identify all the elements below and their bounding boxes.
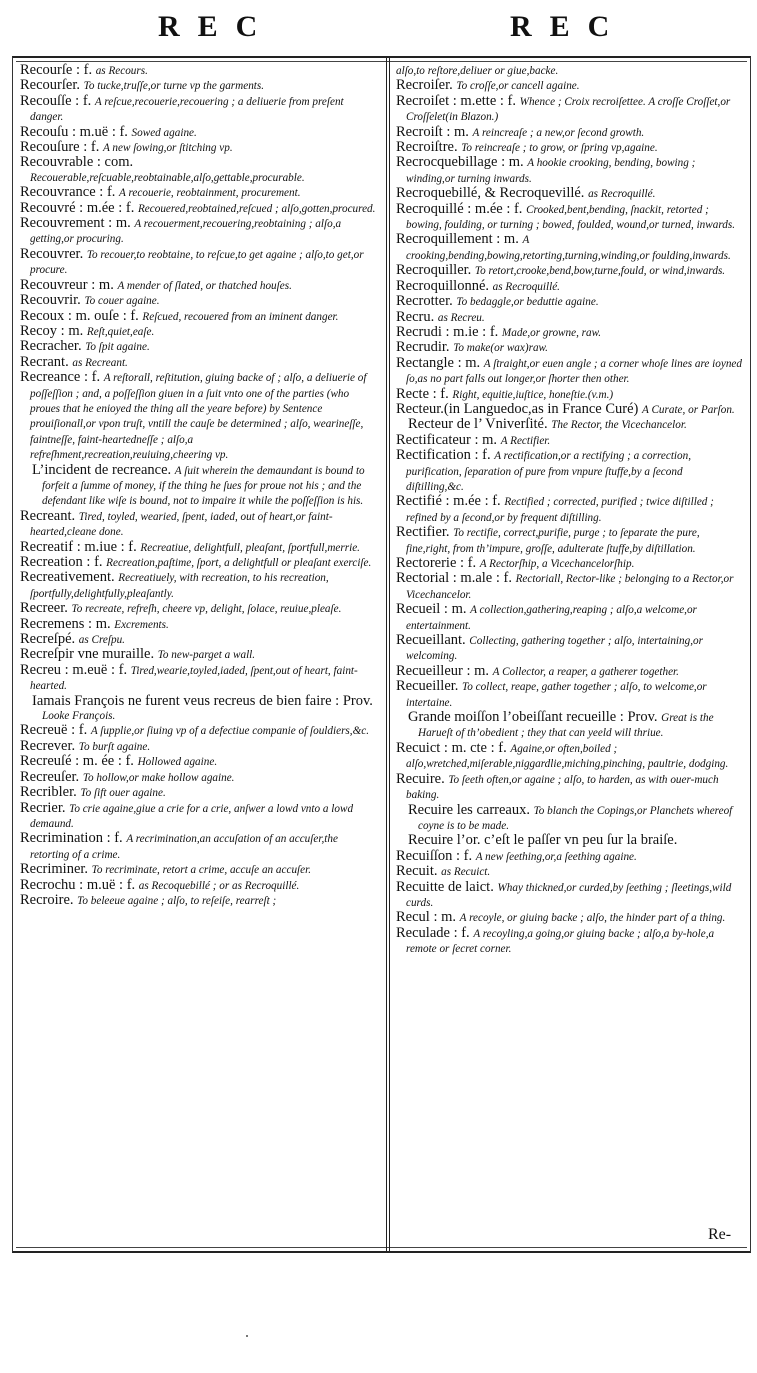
entry-definition: To reincreaſe ; to grow, or ſpring vp,againe. xyxy=(461,142,658,155)
dictionary-entry xyxy=(20,862,378,877)
entry-headword: Recreatif : m.iue : f. xyxy=(20,538,141,555)
dictionary-entry xyxy=(20,555,378,570)
entry-definition: as Recoquebillé ; or as Recroquillé. xyxy=(138,879,300,892)
dictionary-entry xyxy=(396,602,742,633)
entry-definition: Whence ; Croix recroiſettee. A croſſe Croſſet,or Croſſelet(in Blazon.) xyxy=(406,95,731,124)
dictionary-entry xyxy=(20,140,378,155)
dictionary-entry xyxy=(396,263,742,278)
entry-headword: Recrant. xyxy=(20,353,73,370)
entry-headword: Recuire les carreaux. xyxy=(408,801,534,818)
entry-headword: Recreance : f. xyxy=(20,369,104,386)
dictionary-entry xyxy=(20,723,378,738)
dictionary-entry xyxy=(396,232,742,263)
dictionary-entry xyxy=(20,324,378,339)
dictionary-entry xyxy=(396,772,742,803)
dictionary-entry xyxy=(20,185,378,200)
dictionary-entry xyxy=(396,279,742,294)
entry-headword: Recuict : m. cte : f. xyxy=(396,739,511,756)
entry-headword: Recreer. xyxy=(20,600,72,617)
dictionary-entry xyxy=(396,864,742,879)
entry-definition: A collection,gathering,reaping ; alſo,a welcome,or entertainment. xyxy=(406,604,697,632)
entry-definition: A mender of ſlated, or thatched houſes. xyxy=(117,279,292,292)
entry-definition: Rectified ; corrected, purified ; twice diſtilled ; refined by a ſecond,or by frequent diſtilling. xyxy=(406,496,714,524)
entry-headword: Recouvreur : m. xyxy=(20,276,118,293)
entry-definition: To recreate, refreſh, cheere vp, delight, ſolace, reuiue,pleaſe. xyxy=(71,603,342,616)
dictionary-entry xyxy=(396,340,742,355)
dictionary-entry xyxy=(396,880,742,911)
entry-definition: A recoyle, or giuing backe ; alſo, the hinder part of a thing. xyxy=(459,912,726,925)
entry-definition: To ſeeth often,or againe ; alſo, to harden, as with ouer-much baking. xyxy=(406,773,719,802)
entry-headword: Reculade : f. xyxy=(396,924,474,941)
entry-definition: To new-parget a wall. xyxy=(157,649,256,662)
dictionary-entry xyxy=(396,525,742,556)
entry-definition: To recriminate, retort a crime, accuſe an accuſer. xyxy=(91,864,312,877)
entry-definition: Crooked,bent,bending, ſnackit, retorted ; bowing, foulding, or turning ; bowed, foulded, wound,or turned, inwards. xyxy=(406,203,736,232)
entry-definition: To ſpit againe. xyxy=(85,341,150,354)
entry-headword: Recreſpé. xyxy=(20,631,79,648)
dictionary-entry xyxy=(396,202,742,233)
entry-headword: Rectangle : m. xyxy=(396,354,484,371)
entry-definition: To ſift ouer againe. xyxy=(80,787,166,800)
entry-definition: as Recroquillé. xyxy=(588,188,656,201)
entry-definition: A reincreaſe ; a new,or ſecond growth. xyxy=(472,126,645,139)
entry-definition: Reſcued, recouered from an iminent danger. xyxy=(142,310,339,323)
entry-headword: Recrever. xyxy=(20,737,79,754)
entry-definition: A Rectorſhip, a Vicechancelorſhip. xyxy=(479,558,635,570)
dictionary-entry xyxy=(20,831,378,862)
dictionary-entry xyxy=(396,402,742,417)
dictionary-entry xyxy=(20,540,378,555)
dictionary-entry xyxy=(20,601,378,616)
entry-headword: Rectificateur : m. xyxy=(396,431,501,448)
entry-headword: Recrotter. xyxy=(396,293,457,310)
dictionary-entry xyxy=(396,556,742,571)
entry-definition: Whay thickned,or curded,by ſeething ; ſleetings,wild curds. xyxy=(406,881,732,909)
dictionary-entry xyxy=(396,571,742,602)
entry-headword: Recru. xyxy=(396,308,438,325)
entry-definition: A ſtraight,or euen angle ; a corner whoſe lines are ioyned ſo,as no part falls out longer,or ſhorter then other. xyxy=(406,357,742,386)
entry-headword: Recouvré : m.ée : f. xyxy=(20,199,138,216)
entry-definition: To crie againe,giue a crie for a crie, anſwer a lowd vnto a lowd demaund. xyxy=(30,802,354,830)
left-column xyxy=(20,63,378,1243)
entry-definition: A crooking,bending,bowing,retorting,turning,winding,or foulding,inwards. xyxy=(406,234,731,262)
entry-headword: Recrier. xyxy=(20,799,70,816)
entry-headword: Recouvrer. xyxy=(20,245,87,262)
entry-headword: Rectorial : m.ale : f. xyxy=(396,570,516,587)
dictionary-entry xyxy=(396,387,742,402)
entry-headword: Recroquillonné. xyxy=(396,277,493,294)
dictionary-entry xyxy=(20,754,378,769)
entry-definition: A recouerment,recouering,reobtaining ; alſo,a getting,or procuring. xyxy=(30,218,342,246)
dictionary-entry xyxy=(396,310,742,325)
entry-headword: Recrocquebillage : m. xyxy=(396,154,528,171)
entry-definition: Reſt,quiet,eaſe. xyxy=(86,325,155,338)
dictionary-entry xyxy=(20,247,378,278)
entry-definition: Tired,wearie,toyled,iaded, ſpent,out of heart, faint-hearted. xyxy=(30,664,358,693)
entry-definition: Right, equitie,iuſtice, honeſtie.(v.m.) xyxy=(452,388,614,401)
entry-definition: To collect, reape, gather together ; alſo, to welcome,or intertaine. xyxy=(406,681,707,709)
entry-headword: Recreu : m.euë : f. xyxy=(20,661,131,678)
dictionary-entry xyxy=(396,78,742,93)
entry-definition: To rectifie, correct,purifie, purge ; to ſeparate the pure, fine,right, from th’impure, groſſe, adulterate ſtuffe,by diſtillation. xyxy=(406,527,700,555)
dictionary-entry xyxy=(20,663,378,694)
entry-definition: A Rectifier. xyxy=(500,434,551,447)
entry-headword: Recroiſt : m. xyxy=(396,123,473,140)
right-column xyxy=(396,63,742,1243)
entry-headword: Grande moiſſon l’obeiſſant recueille : Prov. xyxy=(408,709,662,726)
dictionary-entry xyxy=(20,632,378,647)
entry-headword: Recouſu : m.uë : f. xyxy=(20,123,132,140)
dictionary-entry xyxy=(20,878,378,893)
entry-definition: A Collector, a reaper, a gatherer together. xyxy=(492,665,679,678)
entry-definition: A rectification,or a rectifying ; a correction, purification, ſeparation of pure from vnpure ſtuffe,by a ſecond diſtilling,&c. xyxy=(406,450,692,493)
entry-headword: Recueilleur : m. xyxy=(396,662,493,679)
dictionary-entry xyxy=(396,356,742,387)
entry-definition: A ſupplie,or ſiuing vp of a defectiue companie of ſouldiers,&c. xyxy=(90,725,370,738)
entry-headword: Recroiſtre. xyxy=(396,139,462,156)
entry-headword: Recroiſer. xyxy=(396,77,457,94)
dictionary-entry xyxy=(20,647,378,662)
entry-definition: Tired, toyled, wearied, ſpent, iaded, out of heart,or faint-hearted,cleane done. xyxy=(30,510,333,539)
entry-definition: as Recreu. xyxy=(437,311,485,324)
entry-headword: Recreuſé : m. ée : f. xyxy=(20,753,138,770)
entry-headword: Recte : f. xyxy=(396,385,453,402)
entry-headword: Recourſer. xyxy=(20,77,84,94)
entry-headword: Recoy : m. xyxy=(20,322,87,339)
dictionary-entry xyxy=(396,325,742,340)
dictionary-entry xyxy=(20,570,378,601)
entry-headword: Recourſe : f. xyxy=(20,63,96,78)
dictionary-entry xyxy=(396,633,742,664)
entry-definition: Recreatiuely, with recreation, to his recreation, ſportfully,delightfully,pleaſantly. xyxy=(30,572,329,600)
entry-definition: To recouer,to reobtaine, to reſcue,to get againe ; alſo,to get,or procure. xyxy=(30,248,364,277)
entry-headword: Recouſure : f. xyxy=(20,139,103,156)
entry-definition: A recoyling,a going,or giuing backe ; alſo,a by-hole,a remote or ſecret corner. xyxy=(406,927,715,956)
entry-definition: Recreation,paſtime, ſport, a delightfull or pleaſant exerciſe. xyxy=(106,557,372,569)
column-divider xyxy=(386,56,390,1251)
entry-headword: Recueil : m. xyxy=(396,601,471,618)
entry-definition: To make(or wax)raw. xyxy=(453,342,548,355)
entry-definition: A reſtorall, reſtitution, giuing backe of ; alſo, a deliuerie of poſſeſſion ; and, a poſſeſſion giuen in a ſuit vnto one of the parties (who proues that he enioyed the thing all the yeare before) by Sentence prouiſionall,or vpon truſt, vntill the cauſe be determined ; alſo, wearineſſe, faintneſſe, faint-heartedneſſe ; alſo,a refreſhment,recreation,reuiuing,cheering vp. xyxy=(30,372,367,462)
entry-definition: A reſcue,recouerie,recouering ; a deliuerie from preſent danger. xyxy=(30,95,344,124)
entry-definition: Recouerable,reſcuable,reobtainable,alſo,gettable,procurable. xyxy=(30,171,305,184)
entry-headword: Recueiller. xyxy=(396,678,463,695)
entry-headword: Rectifié : m.ée : f. xyxy=(396,493,505,510)
entry-headword: Recuit. xyxy=(396,863,442,880)
entry-headword: Recuire. xyxy=(396,770,449,787)
dictionary-entry xyxy=(20,739,378,754)
entry-headword: Recuire l’or. c’eſt le paſſer vn peu ſur la braiſe. xyxy=(408,832,678,849)
entry-definition: Excrements. xyxy=(114,618,169,631)
entry-definition: A Curate, or Parſon. xyxy=(642,403,735,416)
entry-definition: Made,or growne, raw. xyxy=(501,326,602,339)
dictionary-entry xyxy=(20,293,378,308)
dictionary-entry xyxy=(20,785,378,800)
entry-definition: A new ſowing,or ſtitching vp. xyxy=(102,142,233,155)
entry-headword: Recreant. xyxy=(20,507,79,524)
entry-headword: Recouvrable : com. xyxy=(20,154,134,171)
entry-headword: Recreuë : f. xyxy=(20,722,91,739)
entry-definition: Collecting, gathering together ; alſo, intertaining,or welcoming. xyxy=(406,635,703,663)
dictionary-entry xyxy=(396,494,742,525)
entry-headword: Recreuſer. xyxy=(20,768,83,785)
dictionary-entry xyxy=(396,679,742,710)
dictionary-entry xyxy=(20,770,378,785)
entry-headword: L’incident de recreance. xyxy=(32,461,175,478)
entry-definition: Sowed againe. xyxy=(131,126,197,139)
entry-headword: Iamais François ne furent veus recreus de bien faire : Prov. xyxy=(32,692,373,709)
header-right: REC xyxy=(510,10,628,43)
dictionary-entry xyxy=(396,849,742,864)
dictionary-entry xyxy=(20,78,378,93)
entry-headword: Rectifier. xyxy=(396,524,454,541)
dictionary-entry xyxy=(20,94,378,125)
dictionary-entry xyxy=(20,339,378,354)
dictionary-entry xyxy=(20,63,378,78)
entry-definition: alſo,to reſtore,deliuer or giue,backe. xyxy=(396,65,559,77)
entry-definition: To beleeue againe ; alſo, to reſeiſe, rearreſt ; xyxy=(77,894,277,907)
entry-definition: as Recroquillé. xyxy=(492,280,560,293)
dictionary-entry xyxy=(20,801,378,832)
entry-headword: Recouvrance : f. xyxy=(20,184,120,201)
dictionary-page xyxy=(8,0,753,1262)
entry-definition: A recouerie, reobtainment, procurement. xyxy=(119,187,301,200)
entry-definition: To blanch the Copings,or Planchets whereof coyne is to be made. xyxy=(418,804,733,832)
entry-definition: as Recuict. xyxy=(441,866,491,879)
entry-definition: Rectoriall, Rector-like ; belonging to a Rector,or Vicechancelor. xyxy=(406,573,734,601)
entry-headword: Recreativement. xyxy=(20,569,119,586)
entry-headword: Recroquillement : m. xyxy=(396,231,523,248)
entry-headword: Rectorerie : f. xyxy=(396,555,480,571)
entry-headword: Recroire. xyxy=(20,891,78,908)
entry-definition: A new ſeething,or,a ſeething againe. xyxy=(475,850,637,863)
dictionary-entry xyxy=(396,140,742,155)
entry-definition: A ſuit wherein the demaundant is bound to forfeit a ſumme of money, if the thing he ſues for proue not his ; and the defendant like wiſe is bound, not to impaire it while the poſſeſſion is his. xyxy=(42,464,365,508)
entry-headword: Recroquiller. xyxy=(396,262,475,279)
entry-definition: as Creſpu. xyxy=(78,634,125,647)
entry-definition: To tucke,truſſe,or turne vp the garments. xyxy=(83,80,265,93)
entry-definition: To retort,crooke,bend,bow,turne,fould, or wind,inwards. xyxy=(474,265,726,278)
entry-headword: Recreſpir vne muraille. xyxy=(20,646,158,663)
running-header xyxy=(8,10,753,54)
dictionary-entry xyxy=(20,125,378,140)
dictionary-entry xyxy=(396,926,742,957)
dictionary-entry xyxy=(396,155,742,186)
entry-headword: Recremens : m. xyxy=(20,615,115,632)
dictionary-entry xyxy=(20,309,378,324)
entry-definition: Againe,or often,boiled ; alſo,wretched,miſerable,niggardlie,miching,pinching, paultrie, dodging. xyxy=(406,742,729,771)
catchword: Re- xyxy=(708,1226,732,1243)
entry-headword: Recueillant. xyxy=(396,632,470,649)
entry-definition: Looke François. xyxy=(42,710,116,723)
dictionary-entry xyxy=(20,201,378,216)
dictionary-entry xyxy=(396,741,742,772)
dictionary-entry xyxy=(396,710,742,741)
entry-definition: The Rector, the Vicechancelor. xyxy=(551,419,687,432)
entry-headword: Recroquebillé, & Recroquevillé. xyxy=(396,185,589,202)
entry-headword: Recrochu : m.uë : f. xyxy=(20,876,139,893)
entry-headword: Recteur de l’ Vniverſité. xyxy=(408,416,552,433)
dictionary-entry xyxy=(396,910,742,925)
entry-headword: Recouvrir. xyxy=(20,292,85,309)
dictionary-entry xyxy=(396,294,742,309)
dictionary-entry xyxy=(20,617,378,632)
dictionary-entry xyxy=(396,186,742,201)
entry-definition: Great is the Harueſt of th’obedient ; they that can yeeld will thriue. xyxy=(418,712,714,740)
dictionary-entry xyxy=(396,833,742,848)
entry-definition: To burſt againe. xyxy=(78,740,151,753)
dictionary-entry xyxy=(20,893,378,908)
entry-headword: Recuitte de laict. xyxy=(396,878,498,895)
entry-headword: Recrudi : m.ie : f. xyxy=(396,323,502,340)
entry-headword: Recouſſe : f. xyxy=(20,92,95,109)
entry-definition: A recrimination,an accuſation of an accuſer,the retorting of a crime. xyxy=(30,833,338,861)
dictionary-entry xyxy=(20,509,378,540)
dictionary-entry xyxy=(20,694,378,724)
page-speck xyxy=(246,1335,248,1337)
entry-definition: To hollow,or make hollow againe. xyxy=(82,771,235,784)
entry-definition: To croſſe,or cancell againe. xyxy=(456,80,580,93)
dictionary-entry xyxy=(396,417,742,432)
entry-headword: Recuiſſon : f. xyxy=(396,847,476,864)
entry-definition: as Recours. xyxy=(95,65,148,77)
dictionary-entry xyxy=(396,125,742,140)
dictionary-entry xyxy=(396,448,742,494)
dictionary-entry xyxy=(396,94,742,125)
dictionary-entry xyxy=(396,63,742,78)
entry-headword: Recoux : m. ouſe : f. xyxy=(20,307,143,324)
entry-headword: Recul : m. xyxy=(396,909,460,926)
entry-definition: A hookie crooking, bending, bowing ; winding,or turning inwards. xyxy=(406,157,696,185)
entry-definition: To bedaggle,or beduttie againe. xyxy=(456,296,599,309)
entry-definition: Hollowed againe. xyxy=(137,756,218,769)
entry-headword: Recriminer. xyxy=(20,861,92,878)
entry-definition: Recreatiue, delightfull, pleaſant, ſportfull,merrie. xyxy=(140,541,360,554)
entry-headword: Recracher. xyxy=(20,338,86,355)
entry-headword: Recrimination : f. xyxy=(20,830,127,847)
dictionary-entry xyxy=(20,355,378,370)
dictionary-entry xyxy=(396,803,742,834)
entry-definition: Recouered,reobtained,reſcued ; alſo,gotten,procured. xyxy=(137,202,376,215)
entry-headword: Recrudir. xyxy=(396,339,454,356)
entry-headword: Recteur.(in Languedoc,as in France Curé) xyxy=(396,400,643,417)
entry-headword: Rectification : f. xyxy=(396,447,495,464)
dictionary-entry xyxy=(20,463,378,509)
entry-headword: Recreation : f. xyxy=(20,554,107,570)
dictionary-entry xyxy=(20,370,378,462)
entry-headword: Recouvrement : m. xyxy=(20,215,135,232)
entry-definition: To couer againe. xyxy=(84,295,160,308)
header-left: REC xyxy=(158,10,276,43)
entry-headword: Recroiſet : m.ette : f. xyxy=(396,92,520,109)
entry-definition: as Recreant. xyxy=(72,356,128,369)
entry-headword: Recroquillé : m.ée : f. xyxy=(396,200,527,217)
dictionary-entry xyxy=(20,216,378,247)
entry-headword: Recribler. xyxy=(20,784,81,801)
dictionary-entry xyxy=(20,278,378,293)
dictionary-entry xyxy=(396,664,742,679)
dictionary-entry xyxy=(396,433,742,448)
dictionary-entry xyxy=(20,155,378,185)
